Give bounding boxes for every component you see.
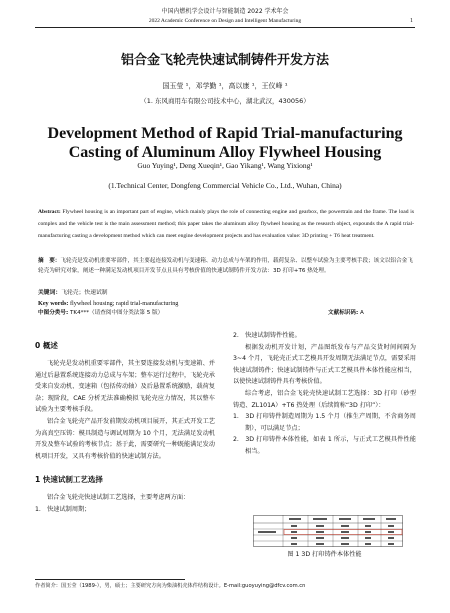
footnote-rule (35, 579, 185, 580)
property-table-figure (253, 515, 403, 547)
paragraph: 飞轮壳是发动机重要零部件，其主要连接发动机与变速箱、并通过后悬置系统连接动力总成与车架；整车运行过程中，飞轮壳承受来自发动机、变速箱（包括传动轴）及后悬置系统激励，载荷复杂；现阶段，CAE 分析无法准确模拟飞轮壳应力情况，其以整车试验为主要考核手段。 (35, 360, 215, 414)
conference-header-en: 2022 Academic Conference on Design and Intelligent Manufacturing (148, 18, 302, 24)
paper-title-cn: 铝合金飞轮壳快速试制铸件开发方法 (120, 53, 329, 68)
left-column (35, 330, 215, 516)
keywords-cn-text: 飞轮壳；快速试制 (61, 290, 108, 296)
classification-row (38, 309, 414, 318)
paragraph: 铝合金飞轮壳快速试制工艺选择，主要考虑两方面： (47, 494, 190, 502)
abstract-cn (38, 256, 414, 276)
paragraph: 根据发动机开发计划，产品图纸发布与产品交货时间间隔为 3~4 个月，飞轮壳正式工艺模具开发周期无法满足节点，需要采用快速试制铸件；快速试制铸件与正式工艺模具件本体性能应相当，以使快速试制铸件具有考核价值。 (233, 343, 416, 386)
list-item: 1. 3D 打印铸件制造周期为 1.5 个月（推生产周期，不含商务周期），可以满足节点； (233, 413, 416, 432)
paper-title-en-line2: Casting of Aluminum Alloy Flywheel Housing (68, 144, 382, 161)
keywords-cn (38, 289, 414, 298)
list-item: 1. 快速试制周期； (35, 505, 91, 513)
list-item: 2. 3D 打印铸件本体性能，如表 1 所示，与正式工艺模具件性能相当。 (233, 436, 416, 455)
abstract-en-label: Abstract: (38, 209, 61, 215)
section-heading-process: 1 快速试制工艺选择 (35, 475, 103, 485)
section-heading-overview: 0 概述 (35, 341, 58, 350)
keywords-cn-label: 关键词： (38, 290, 62, 296)
list-item: 2. 快速试制铸件性能。 (233, 332, 301, 339)
authors-cn: 国玉莹 ¹，邓学勤 ¹，高以康 ¹，王仪峰 ¹ (162, 82, 288, 90)
doc-code-label: 文献标识码: (328, 310, 359, 316)
keywords-en-text: flywheel housing; rapid trial-manufacturing (68, 300, 179, 307)
keywords-en (38, 299, 414, 308)
abstract-cn-text: 飞轮壳是发动机重要零部件，其主要起连接发动机与变速箱、动力总成与车架的作用，载荷复杂、以整车试验为主要考核手段；该文以铝合金飞轮壳为研究对象，阐述一种满足发动机项目开发节点且具有考核价值的快速试制铸件开发方法：3D 打印+T6 热处理。 (38, 258, 413, 274)
doc-code-value: A (358, 310, 364, 316)
clc-text: TK4***（请查阅中图分类法第 5 版） (68, 310, 164, 316)
abstract-en-text: Flywheel housing is an important part of engine, which mainly plays the role of connecting engine and gearbox, the powertrain and the frame. The load is complex and the vehicle test is the main assessment method; this paper takes the aluminum alloy flywheel housing as the research object, expounds the A rapid trial-manufacturing casting a development method which can meet engine development projects and has evaluation value: 3D printing + T6 heat treatment. (38, 209, 414, 239)
affiliation-cn: （1. 东风商用车有限公司技术中心，湖北武汉，430056） (140, 97, 310, 105)
conference-header-cn: 中国内燃机学会设计与智能制造 2022 学术年会 (161, 8, 289, 15)
header-rule (35, 27, 415, 28)
keywords-en-label: Key words: (38, 300, 69, 307)
clc-label: 中图分类号: (38, 310, 69, 316)
author-footnote: 作者简介：国玉莹（1989-），男，硕士；主要研究方向为柴油机壳体件结构设计。E-mail:guoyuying@dfcv.com.cn (35, 583, 306, 589)
paragraph: 铝合金飞轮壳产品开发前期发动机项目展开，其正式开发工艺为高真空压铸：模具制造与调试周期为 10 个月，无法满足发动机开发及整车试验的考核节点；基于此，需要研究一种既能满足发动机项目开发，又具有考核价值的快速试制方法。 (35, 417, 215, 460)
affiliation-en: (1.Technical Center, Dongfeng Commercial Vehicle Co., Ltd., Wuhan, China) (108, 181, 342, 190)
paragraph: 综合考虑，铝合金飞轮壳快速试制工艺选择：3D 打印（砂型铸造、ZL101A）+T6 热处理（后续简称“3D 打印”）： (233, 389, 416, 409)
paper-title-en (0, 124, 450, 162)
document-code (328, 309, 364, 318)
right-column (233, 330, 416, 458)
page-number: 1 (410, 18, 413, 24)
abstract-cn-label: 摘 要： (38, 258, 61, 264)
figure-caption: 图 1 3D 打印铸件本体性能 (287, 551, 362, 558)
abstract-en (38, 206, 414, 242)
paper-title-en-line1: Development Method of Rapid Trial-manufacturing (47, 125, 403, 142)
authors-en: Guo Yuying¹, Deng Xueqin¹, Gao Yikang¹, Wang Yixiong¹ (137, 161, 313, 170)
